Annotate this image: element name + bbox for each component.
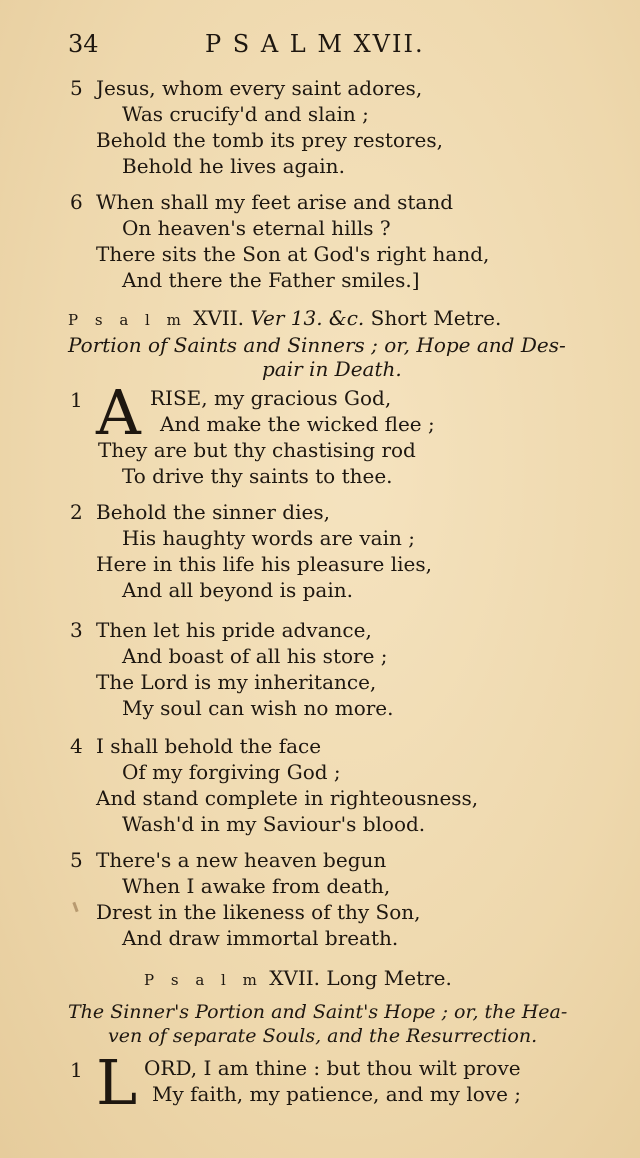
stanza-number: 5: [70, 848, 83, 872]
verse-line: Behold the tomb its prey restores,: [96, 128, 443, 152]
psalm-heading: [68, 306, 501, 332]
verse-line: Behold he lives again.: [122, 154, 345, 178]
verse-line: Wash'd in my Saviour's blood.: [122, 812, 426, 836]
drop-cap: L: [96, 1046, 138, 1119]
stanza-number: 1: [70, 388, 83, 412]
verse-line: I shall behold the face: [96, 734, 322, 758]
verse-line: Here in this life his pleasure lies,: [96, 552, 432, 576]
page-number: 34: [68, 30, 99, 58]
psalm-heading-number: XVII.: [269, 966, 321, 990]
psalm-heading-word: P s a l m: [68, 311, 187, 329]
ink-speck: [72, 902, 78, 912]
verse-line: When I awake from death,: [122, 874, 391, 898]
stanza-number: 2: [70, 500, 83, 524]
psalm-subtitle: pair in Death.: [262, 357, 402, 381]
stanza-number: 3: [70, 618, 83, 642]
psalm-subtitle: ven of separate Souls, and the Resurrection.: [108, 1025, 538, 1047]
verse-line: To drive thy saints to thee.: [122, 464, 393, 488]
psalm-heading: [144, 966, 452, 992]
psalm-subtitle: Portion of Saints and Sinners ; or, Hope and Des-: [68, 333, 566, 357]
verse-reference: Ver 13. &c.: [250, 306, 365, 330]
running-title: P S A L M XVII.: [205, 30, 425, 58]
verse-line: And boast of all his store ;: [122, 644, 388, 668]
verse-line: There's a new heaven begun: [96, 848, 387, 872]
verse-line: RISE, my gracious God,: [150, 386, 392, 410]
verse-line: Was crucify'd and slain ;: [122, 102, 369, 126]
metre-label: Short Metre.: [370, 306, 502, 330]
psalm-subtitle: The Sinner's Portion and Saint's Hope ; or, the Hea-: [68, 1001, 568, 1023]
verse-line: His haughty words are vain ;: [122, 526, 415, 550]
verse-line: There sits the Son at God's right hand,: [96, 242, 490, 266]
verse-line: Then let his pride advance,: [96, 618, 372, 642]
verse-line: Of my forgiving God ;: [122, 760, 341, 784]
verse-line: My soul can wish no more.: [122, 696, 394, 720]
verse-line: And draw immortal breath.: [122, 926, 399, 950]
verse-line: And stand complete in righteousness,: [96, 786, 479, 810]
verse-line: On heaven's eternal hills ?: [122, 216, 391, 240]
verse-line: Behold the sinner dies,: [96, 500, 330, 524]
verse-line: The Lord is my inheritance,: [96, 670, 377, 694]
verse-line: And make the wicked flee ;: [160, 412, 435, 436]
verse-line: And all beyond is pain.: [122, 578, 353, 602]
psalm-heading-word: P s a l m: [144, 971, 263, 989]
psalm-heading-number: XVII.: [193, 306, 245, 330]
verse-line: Drest in the likeness of thy Son,: [96, 900, 421, 924]
verse-line: They are but thy chastising rod: [98, 438, 416, 462]
metre-label: Long Metre.: [326, 966, 452, 990]
stanza-number: 5: [70, 76, 83, 100]
verse-line: Jesus, whom every saint adores,: [96, 76, 423, 100]
verse-line: ORD, I am thine : but thou wilt prove: [144, 1056, 521, 1080]
verse-line: My faith, my patience, and my love ;: [152, 1082, 521, 1106]
verse-line: And there the Father smiles.]: [122, 268, 420, 292]
verse-line: When shall my feet arise and stand: [96, 190, 454, 214]
stanza-number: 1: [70, 1058, 83, 1082]
drop-cap: A: [96, 376, 141, 449]
stanza-number: 4: [70, 734, 83, 758]
stanza-number: 6: [70, 190, 83, 214]
